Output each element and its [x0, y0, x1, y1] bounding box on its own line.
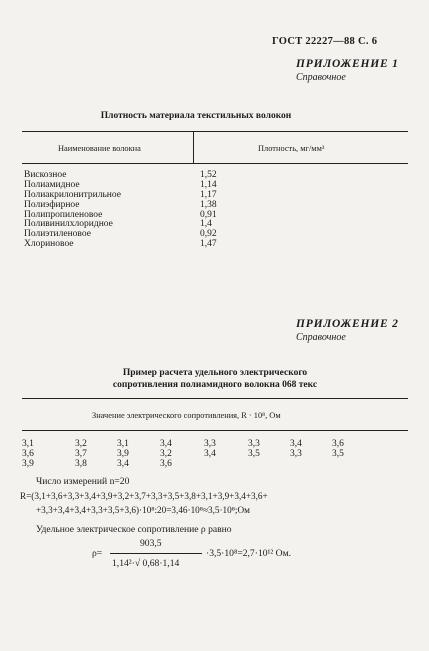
document-reference: ГОСТ 22227—88 С. 6: [272, 36, 378, 47]
fiber-name: Полиамидное: [24, 179, 80, 190]
fiber-density: 1,14: [200, 179, 217, 190]
fiber-density-list: [200, 171, 217, 250]
fiber-name: Вискозное: [24, 170, 67, 180]
value-cell: 3,7: [75, 449, 87, 459]
value-cell: 3,6: [160, 459, 172, 469]
density-table-title: Плотность материала текстильных волокон: [100, 111, 292, 121]
fiber-density: 1,4: [200, 219, 212, 230]
value-cell: 3,9: [22, 459, 34, 469]
value-cell: 3,4: [160, 439, 172, 449]
value-cell: 3,3: [204, 439, 216, 449]
fraction-bar: [110, 553, 202, 554]
density-table-top-rule: [22, 131, 408, 132]
example-title-line-1: Пример расчета удельного электрического: [122, 368, 308, 378]
fiber-name: Полиакрилонитрильное: [24, 189, 121, 200]
values-table-top-rule: [22, 398, 408, 399]
fiber-name-list: [24, 171, 121, 250]
example-title-line-2: сопротивления полиамидного волокна 068 текс: [112, 380, 318, 390]
fiber-density: 1,47: [200, 239, 217, 250]
fiber-density: 0,91: [200, 209, 217, 220]
density-col-name-header: Наименование волокна: [58, 144, 141, 153]
rho-rhs: ·3,5·10⁸=2,7·10¹² Ом.: [206, 548, 292, 559]
values-table-header-rule: [22, 430, 408, 431]
fiber-density: 1,52: [200, 170, 217, 180]
value-cell: 3,5: [332, 449, 344, 459]
value-cell: 3,3: [248, 439, 260, 449]
value-cell: 3,3: [290, 449, 302, 459]
density-table-column-divider: [193, 131, 194, 163]
rho-lhs: ρ=: [92, 548, 103, 559]
values-table-header: Значение электрического сопротивления, R · 10⁸, Ом: [92, 411, 281, 420]
value-cell: 3,4: [204, 449, 216, 459]
appendix-2-subtitle: Справочное: [296, 332, 346, 343]
fiber-name: Полипропиленовое: [24, 209, 103, 220]
fiber-name: Полиэфирное: [24, 199, 80, 210]
rho-denominator: 1,14²·√ 0,68·1,14: [112, 558, 180, 569]
value-cell: 3,1: [22, 439, 34, 449]
resistance-formula-line-1: R=(3,1+3,6+3,3+3,4+3,9+3,2+3,7+3,3+3,5+3,8+3,1+3,9+3,4+3,6+: [20, 491, 268, 501]
value-cell: 3,2: [160, 449, 172, 459]
appendix-1-subtitle: Справочное: [296, 72, 346, 83]
value-cell: 3,1: [117, 439, 129, 449]
fiber-density: 1,17: [200, 189, 217, 200]
rho-numerator: 903,5: [140, 538, 162, 549]
density-table-header-rule: [22, 163, 408, 164]
value-cell: 3,2: [75, 439, 87, 449]
fiber-name: Полиэтиленовое: [24, 229, 91, 240]
appendix-2-title: ПРИЛОЖЕНИЕ 2: [296, 318, 399, 330]
fiber-name: Поливинилхлоридное: [24, 219, 113, 230]
fiber-density: 1,38: [200, 199, 217, 210]
value-cell: 3,9: [117, 449, 129, 459]
appendix-1-title: ПРИЛОЖЕНИЕ 1: [296, 58, 399, 70]
measurement-count: Число измерений n=20: [36, 476, 130, 487]
fiber-name: Хлориновое: [24, 239, 74, 250]
value-cell: 3,6: [22, 449, 34, 459]
value-cell: 3,6: [332, 439, 344, 449]
value-cell: 3,5: [248, 449, 260, 459]
density-col-value-header: Плотность, мг/мм³: [258, 144, 325, 153]
resistivity-label: Удельное электрическое сопротивление ρ равно: [36, 524, 232, 535]
value-cell: 3,4: [117, 459, 129, 469]
value-cell: 3,8: [75, 459, 87, 469]
fiber-density: 0,92: [200, 229, 217, 240]
value-cell: 3,4: [290, 439, 302, 449]
resistance-formula-line-2: +3,3+3,4+3,4+3,3+3,5+3,6)·10⁸:20=3,46·10⁸≈3,5·10⁸;Ом: [36, 505, 250, 515]
